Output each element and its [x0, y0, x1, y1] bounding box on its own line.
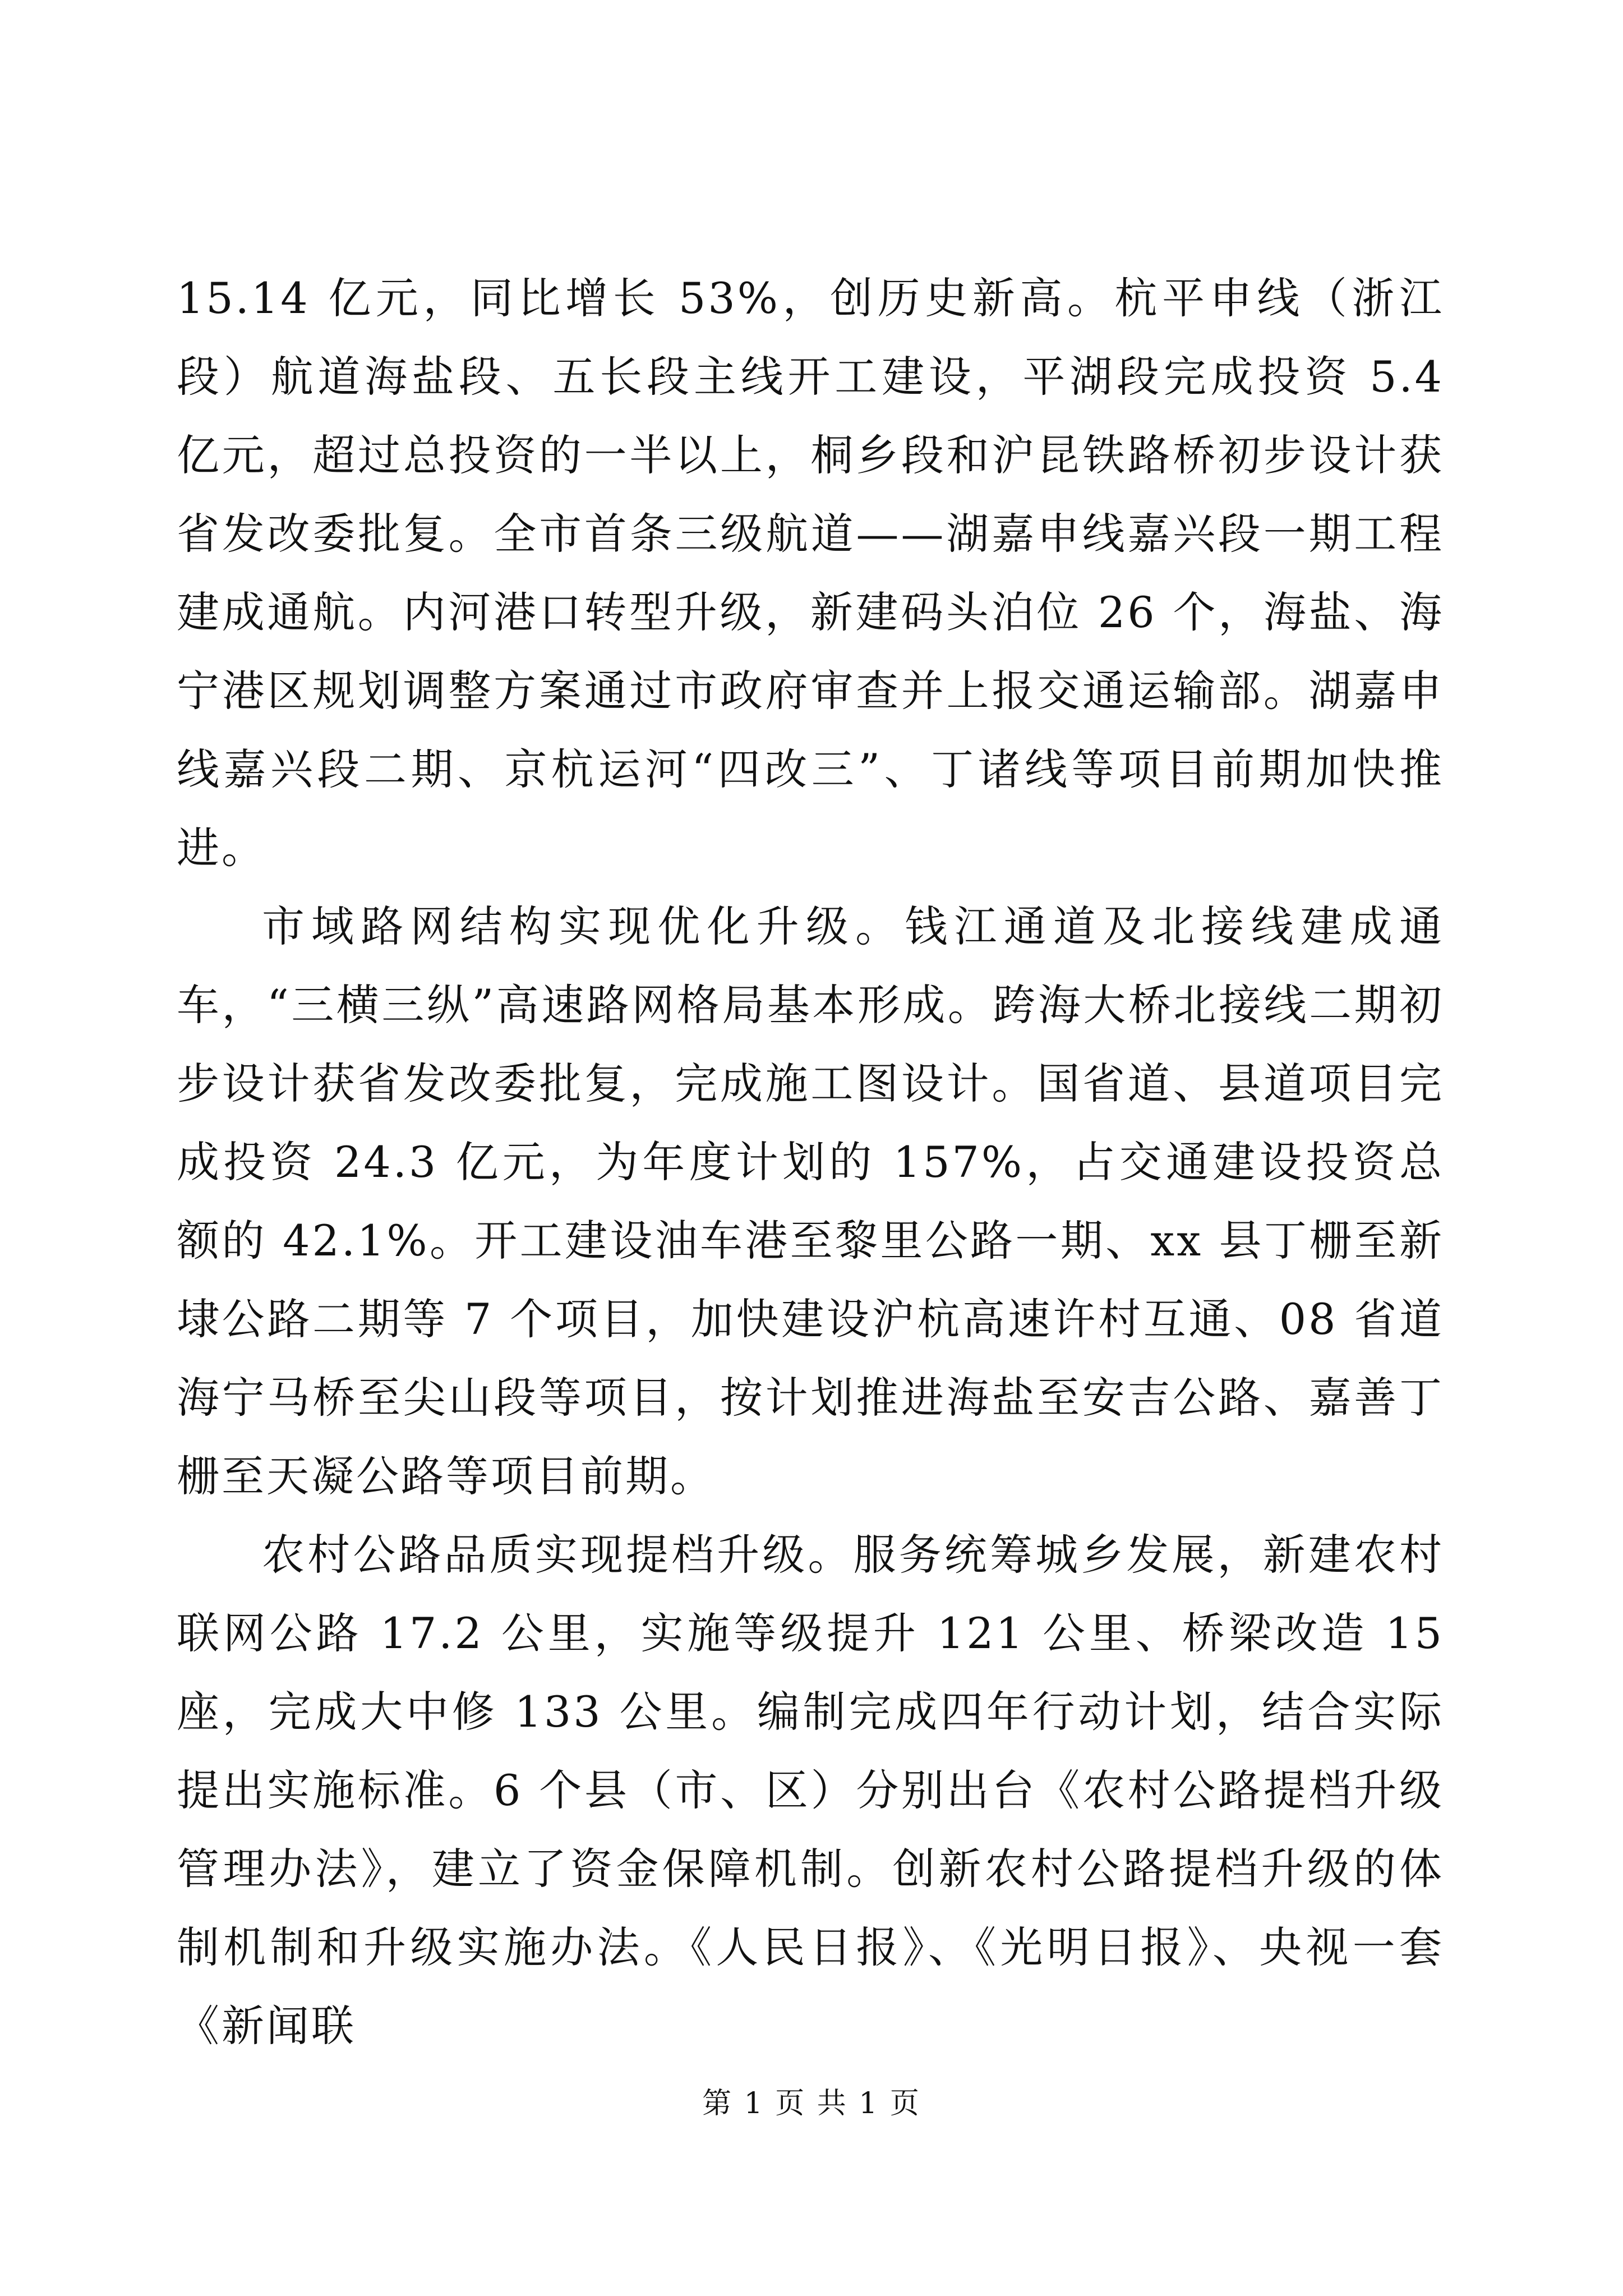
page-footer: 第 1 页 共 1 页	[702, 2087, 921, 2120]
paragraph-3: 农村公路品质实现提档升级。服务统筹城乡发展，新建农村联网公路 17.2 公里，实施等级提升 121 公里、桥梁改造 15 座，完成大中修 133 公里。编制完成四年行动计划，结合实际提出实施标准。6 个县（市、区）分别出台《农村公路提档升级管理办法》，建立了资金保障机制。创新农村公路提档升级的体制机制和升级实施办法。《人民日报》、《光明日报》、央视一套《新闻联	[177, 1530, 1444, 2051]
document-body	[177, 259, 1444, 2065]
paragraph-2: 市域路网结构实现优化升级。钱江通道及北接线建成通车，“三横三纵”高速路网格局基本形成。跨海大桥北接线二期初步设计获省发改委批复，完成施工图设计。国省道、县道项目完成投资 24.3 亿元，为年度计划的 157%，占交通建设投资总额的 42.1%。开工建设油车港至黎里公路一期、xx 县丁栅至新埭公路二期等 7 个项目，加快建设沪杭高速许村互通、08 省道海宁马桥至尖山段等项目，按计划推进海盐至安吉公路、嘉善丁栅至天凝公路等项目前期。	[177, 901, 1444, 1501]
paragraph-1: 15.14 亿元，同比增长 53%，创历史新高。杭平申线（浙江段）航道海盐段、五长段主线开工建设，平湖段完成投资 5.4 亿元，超过总投资的一半以上，桐乡段和沪昆铁路桥初步设计获省发改委批复。全市首条三级航道——湖嘉申线嘉兴段一期工程建成通航。内河港口转型升级，新建码头泊位 26 个，海盐、海宁港区规划调整方案通过市政府审查并上报交通运输部。湖嘉申线嘉兴段二期、京杭运河“四改三”、丁诸线等项目前期加快推进。	[177, 273, 1444, 873]
